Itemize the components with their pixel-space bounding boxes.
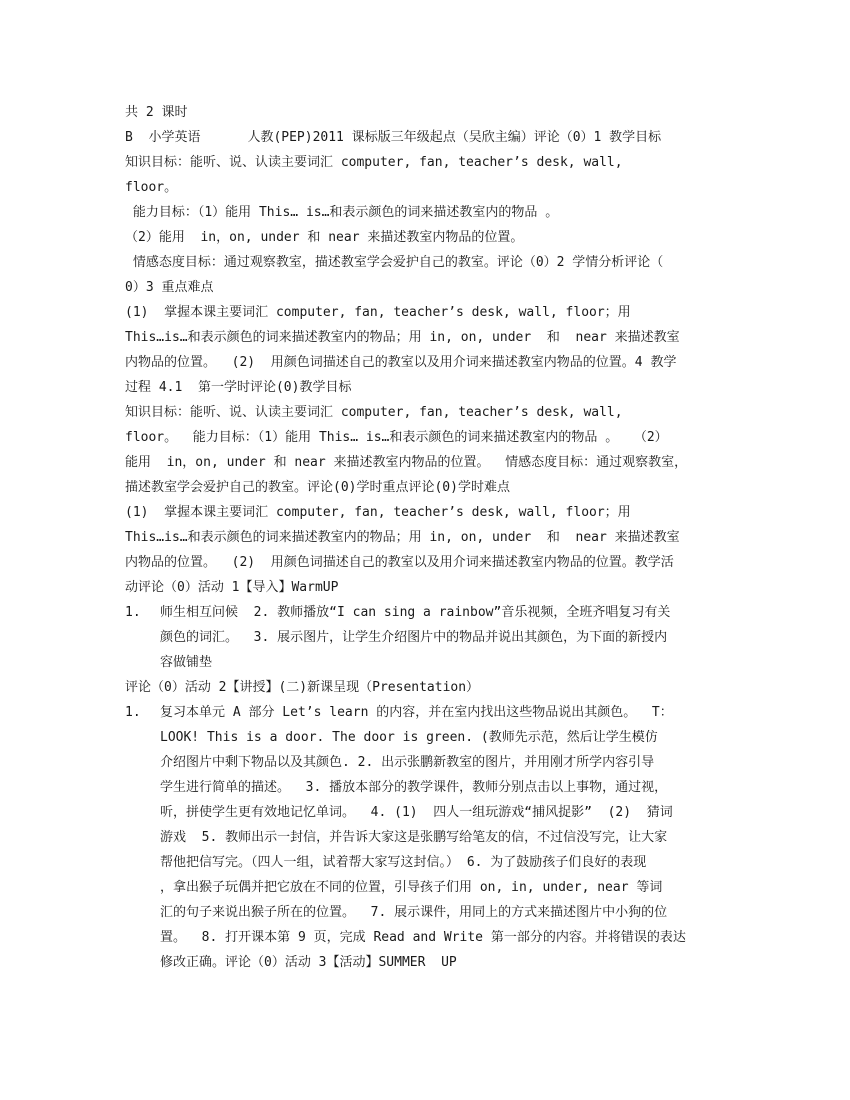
list-item-1-line: 容做铺垫 [160, 655, 213, 670]
text-line: 动评论（0）活动 1【导入】WarmUP [125, 580, 339, 595]
list-item-2-line: 汇的句子来说出猴子所在的位置。 7. 展示课件，用同上的方式来描述图片中小狗的位 [160, 905, 668, 920]
list-item-2-line: 听，拼使学生更有效地记忆单词。 4. (1) 四人一组玩游戏“捕风捉影” (2) 猜词 [160, 805, 673, 820]
text-line: This…is…和表示颜色的词来描述教室内的物品；用 in, on, under 和 near 来描述教室 [125, 330, 680, 345]
list-item-2-line: 帮他把信写完。（四人一组，试着帮大家写这封信。） 6. 为了鼓励孩子们良好的表现 [160, 855, 647, 870]
list-item-2-line: ，拿出猴子玩偶并把它放在不同的位置，引导孩子们用 on, in, under, near 等词 [160, 880, 663, 895]
list-item-2-line: 学生进行简单的描述。 3. 播放本部分的教学课件，教师分别点击以上事物，通过视， [160, 780, 668, 795]
text-line: 描述教室学会爱护自己的教室。评论(0)学时重点评论(0)学时难点 [125, 480, 510, 495]
list-number: 1. [125, 705, 141, 720]
list-item-1-line: 颜色的词汇。 3. 展示图片，让学生介绍图片中的物品并说出其颜色，为下面的新授内 [160, 630, 668, 645]
text-line: floor。 [125, 180, 178, 195]
list-item-2-line: 介绍图片中剩下物品以及其颜色. 2. 出示张鹏新教室的图片，并用刚才所学内容引导 [160, 755, 655, 770]
list-item-2-line [125, 700, 725, 725]
list-item-2-line: 游戏 5. 教师出示一封信，并告诉大家这是张鹏写给笔友的信，不过信没写完，让大家 [160, 830, 668, 845]
list-item-text: 师生相互问候 2. 教师播放“I can sing a rainbow”音乐视频，全班齐唱复习有关 [160, 605, 671, 620]
list-item-2-line: 置。 8. 打开课本第 9 页，完成 Read and Write 第一部分的内容。并将错误的表达 [160, 930, 686, 945]
text-line: 内物品的位置。 (2) 用颜色词描述自己的教室以及用介词来描述教室内物品的位置。教学活 [125, 555, 674, 570]
text-line: (1) 掌握本课主要词汇 computer, fan, teacher’s desk, wall, floor；用 [125, 505, 631, 520]
list-item-2-line: 修改正确。评论（0）活动 3【活动】SUMMER UP [160, 955, 457, 970]
document-page [125, 100, 725, 975]
text-line: 情感态度目标：通过观察教室，描述教室学会爱护自己的教室。评论（0）2 学情分析评论（ [125, 255, 664, 270]
text-line: This…is…和表示颜色的词来描述教室内的物品；用 in, on, under 和 near 来描述教室 [125, 530, 680, 545]
activity-2-heading: 评论（0）活动 2【讲授】(二)新课呈现（Presentation） [125, 680, 480, 695]
text-line: 过程 4.1 第一学时评论(0)教学目标 [125, 380, 352, 395]
text-line: 0）3 重点难点 [125, 280, 214, 295]
text-line: B 小学英语 人教(PEP)2011 课标版三年级起点（吴欣主编）评论（0）1 教学目标 [125, 130, 662, 145]
text-line: 内物品的位置。 (2) 用颜色词描述自己的教室以及用介词来描述教室内物品的位置。4 教学 [125, 355, 677, 370]
text-line: 能用 in，on, under 和 near 来描述教室内物品的位置。 情感态度目标：通过观察教室， [125, 455, 688, 470]
list-item-text: 复习本单元 A 部分 Let’s learn 的内容，并在室内找出这些物品说出其颜色。 T： [160, 705, 673, 720]
list-item-1-line [125, 600, 725, 625]
list-number: 1. [125, 605, 141, 620]
text-line: 知识目标：能听、说、认读主要词汇 computer, fan, teacher’s desk, wall, [125, 405, 623, 420]
text-line: 知识目标：能听、说、认读主要词汇 computer, fan, teacher’s desk, wall, [125, 155, 623, 170]
list-item-2-line: LOOK! This is a door. The door is green. (教师先示范，然后让学生模仿 [160, 730, 658, 745]
text-line: （2）能用 in，on, under 和 near 来描述教室内物品的位置。 [125, 230, 524, 245]
text-line: 共 2 课时 [125, 105, 188, 120]
text-line: floor。 能力目标：（1）能用 This… is…和表示颜色的词来描述教室内的物品 。 （2） [125, 430, 668, 445]
text-line: (1) 掌握本课主要词汇 computer, fan, teacher’s desk, wall, floor；用 [125, 305, 631, 320]
text-line: 能力目标：（1）能用 This… is…和表示颜色的词来描述教室内的物品 。 [125, 205, 559, 220]
